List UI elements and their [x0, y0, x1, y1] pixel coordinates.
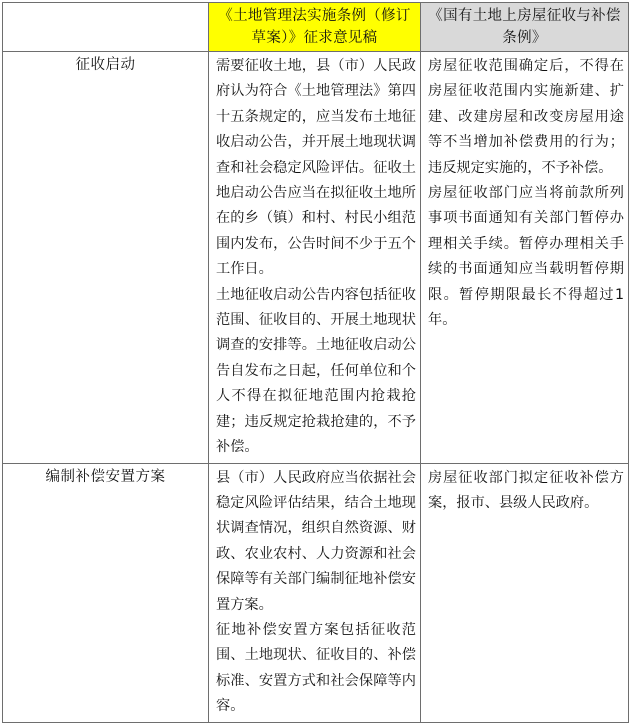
paragraph: 需要征收土地，县（市）人民政府认为符合《土地管理法》第四十五条规定的，应当发布土地征收启动公告，并开展土地现状调查和社会稳定风险评估。征收土地启动公告应当在拟征收土地所在的乡（镇）和村、村民小组范围内发布，公告时间不少于五个工作日。	[216, 58, 416, 278]
table-row	[3, 463, 629, 722]
row-label-cell	[3, 52, 209, 464]
paragraph: 房屋征收范围确定后，不得在房屋征收范围内实施新建、扩建、改建房屋和改变房屋用途等不当增加补偿费用的行为；违反规定实施的，不予补偿。	[428, 58, 624, 176]
paragraph: 房屋征收部门拟定征收补偿方案，报市、县级人民政府。	[428, 469, 624, 511]
housing-regulation-cell	[421, 52, 629, 464]
page-edge	[634, 0, 635, 657]
header-housing-regulation-title: 《国有土地上房屋征收与补偿条例》	[428, 8, 621, 46]
row-label: 编制补偿安置方案	[45, 468, 166, 485]
header-cell-draft-regulation	[209, 3, 421, 52]
header-cell-blank	[3, 3, 209, 52]
paragraph: 房屋征收部门应当将前款所列事项书面通知有关部门暂停办理相关手续。暂停办理相关手续的书面通知应当载明暂停期限。暂停期限最长不得超过1年。	[428, 185, 624, 329]
paragraph: 县（市）人民政府应当依据社会稳定风险评估结果，结合土地现状调查情况，组织自然资源、财政、农业农村、人力资源和社会保障等有关部门编制征地补偿安置方案。	[216, 469, 416, 613]
row-label-cell	[3, 463, 209, 722]
paragraph: 土地征收启动公告内容包括征收范围、征收目的、开展土地现状调查的安排等。土地征收启动公告自发布之日起，任何单位和个人不得在拟征地范围内抢栽抢建；违反规定抢栽抢建的，不予补偿。	[216, 286, 416, 456]
paragraph: 征地补偿安置方案包括征收范围、土地现状、征收目的、补偿标准、安置方式和社会保障等内容。	[216, 621, 416, 715]
draft-regulation-cell	[209, 463, 421, 722]
table-row	[3, 52, 629, 464]
housing-regulation-cell	[421, 463, 629, 722]
header-row	[3, 3, 629, 52]
header-cell-housing-regulation	[421, 3, 629, 52]
header-draft-regulation-title: 《土地管理法实施条例（修订草案）》征求意见稿	[218, 8, 411, 46]
draft-regulation-cell	[209, 52, 421, 464]
comparison-table	[2, 2, 629, 723]
row-label: 征收启动	[75, 57, 136, 73]
